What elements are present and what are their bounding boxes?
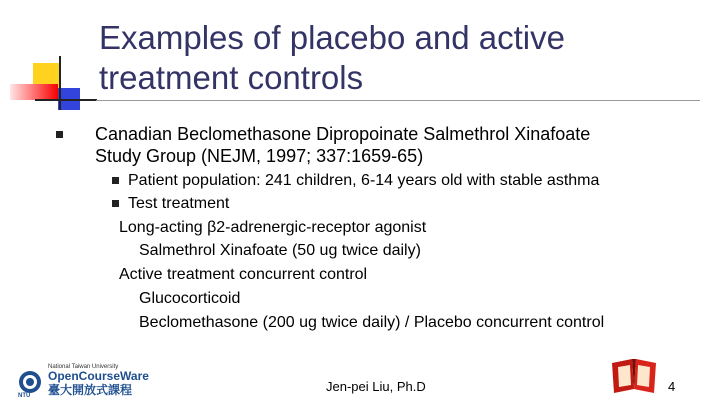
slide-title-line2: treatment controls bbox=[99, 59, 364, 96]
slide-title-line1: Examples of placebo and active bbox=[99, 19, 565, 56]
slide-title bbox=[99, 18, 699, 98]
logo-line2: OpenCourseWare bbox=[48, 369, 149, 383]
text-line7: Beclomethasone (200 ug twice daily) / Placebo concurrent control bbox=[139, 314, 605, 331]
sub-bullet2: Test treatment bbox=[128, 195, 230, 212]
text-line5: Active treatment concurrent control bbox=[119, 266, 368, 283]
page-number: 4 bbox=[668, 379, 676, 394]
bullet1-line1: Canadian Beclomethasone Dipropoinate Salmethrol Xinafoate bbox=[95, 124, 591, 144]
decor-red-bar bbox=[10, 84, 58, 100]
text-line6: Glucocorticoid bbox=[139, 290, 241, 307]
sub-bullet1: Patient population: 241 children, 6-14 years old with stable asthma bbox=[128, 172, 600, 189]
decor-short-rule bbox=[35, 99, 97, 101]
bullet-icon bbox=[56, 131, 63, 138]
logo-line1: National Taiwan University bbox=[48, 364, 119, 370]
logo-mark-text: NTU bbox=[18, 393, 31, 398]
sub-bullet-icon bbox=[112, 177, 119, 184]
text-line4: Salmethrol Xinafoate (50 ug twice daily) bbox=[139, 242, 421, 259]
decor-vertical-line bbox=[59, 56, 61, 110]
ntu-opencourseware-logo bbox=[14, 360, 154, 398]
text-line3: Long-acting β2-adrenergic-receptor agonist bbox=[119, 219, 427, 236]
book-icon[interactable] bbox=[608, 355, 660, 395]
logo-line3: 臺大開放式課程 bbox=[48, 383, 133, 397]
footer-author: Jen-pei Liu, Ph.D bbox=[326, 379, 426, 394]
sub-bullet-icon bbox=[112, 200, 119, 207]
bullet1-line2: Study Group (NEJM, 1997; 337:1659-65) bbox=[95, 146, 424, 166]
title-underline bbox=[96, 100, 700, 101]
